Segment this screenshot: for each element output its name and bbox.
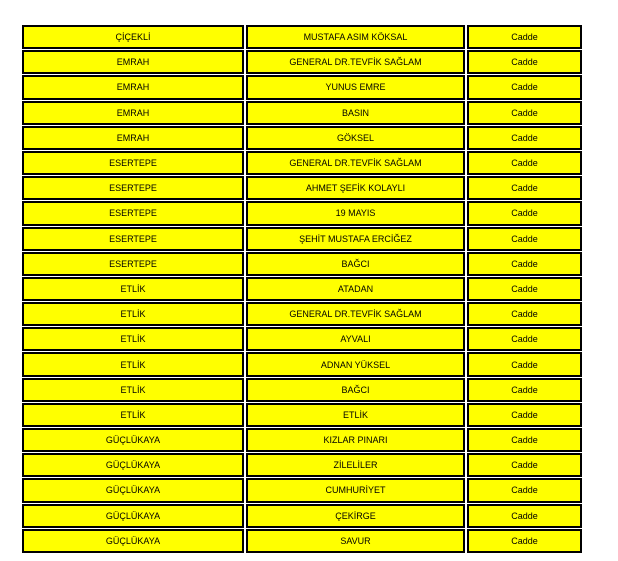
district-cell[interactable]: EMRAH (22, 101, 244, 125)
district-cell[interactable]: ÇİÇEKLİ (22, 25, 244, 49)
table-row (22, 176, 585, 201)
table-row (22, 252, 585, 277)
street-name-cell[interactable]: ETLİK (246, 403, 465, 427)
street-name-cell[interactable]: AYVALI (246, 327, 465, 351)
table-row (22, 227, 585, 252)
street-type-cell[interactable]: Cadde (467, 252, 582, 276)
district-cell[interactable]: ESERTEPE (22, 151, 244, 175)
table-row (22, 504, 585, 529)
street-name-cell[interactable]: SAVUR (246, 529, 465, 553)
district-cell[interactable]: EMRAH (22, 50, 244, 74)
table-row (22, 25, 585, 50)
street-type-cell[interactable]: Cadde (467, 302, 582, 326)
street-name-cell[interactable]: AHMET ŞEFİK KOLAYLI (246, 176, 465, 200)
street-type-cell[interactable]: Cadde (467, 25, 582, 49)
street-name-cell[interactable]: MUSTAFA ASIM KÖKSAL (246, 25, 465, 49)
street-type-cell[interactable]: Cadde (467, 453, 582, 477)
street-type-cell[interactable]: Cadde (467, 101, 582, 125)
street-name-cell[interactable]: GÖKSEL (246, 126, 465, 150)
district-cell[interactable]: ETLİK (22, 403, 244, 427)
table-row (22, 478, 585, 503)
table-row (22, 151, 585, 176)
street-name-cell[interactable]: BAĞCI (246, 378, 465, 402)
table-row (22, 403, 585, 428)
street-type-cell[interactable]: Cadde (467, 201, 582, 225)
street-type-cell[interactable]: Cadde (467, 227, 582, 251)
table-row (22, 277, 585, 302)
table-row (22, 352, 585, 377)
table-row (22, 101, 585, 126)
table-row (22, 378, 585, 403)
district-cell[interactable]: GÜÇLÜKAYA (22, 428, 244, 452)
street-name-cell[interactable]: ZİLELİLER (246, 453, 465, 477)
district-cell[interactable]: ESERTEPE (22, 176, 244, 200)
street-type-cell[interactable]: Cadde (467, 529, 582, 553)
street-name-cell[interactable]: BAĞCI (246, 252, 465, 276)
district-cell[interactable]: ETLİK (22, 327, 244, 351)
district-cell[interactable]: ESERTEPE (22, 227, 244, 251)
street-type-cell[interactable]: Cadde (467, 75, 582, 99)
street-type-cell[interactable]: Cadde (467, 151, 582, 175)
street-type-cell[interactable]: Cadde (467, 352, 582, 376)
district-cell[interactable]: ETLİK (22, 378, 244, 402)
street-name-cell[interactable]: GENERAL DR.TEVFİK SAĞLAM (246, 302, 465, 326)
district-cell[interactable]: ESERTEPE (22, 201, 244, 225)
table-row (22, 201, 585, 226)
street-type-cell[interactable]: Cadde (467, 327, 582, 351)
street-name-cell[interactable]: KIZLAR PINARI (246, 428, 465, 452)
street-type-cell[interactable]: Cadde (467, 428, 582, 452)
street-name-cell[interactable]: CUMHURİYET (246, 478, 465, 502)
street-type-cell[interactable]: Cadde (467, 126, 582, 150)
table-row (22, 302, 585, 327)
table-row (22, 529, 585, 554)
street-name-cell[interactable]: ÇEKİRGE (246, 504, 465, 528)
street-type-cell[interactable]: Cadde (467, 478, 582, 502)
table-row (22, 453, 585, 478)
district-cell[interactable]: GÜÇLÜKAYA (22, 504, 244, 528)
district-cell[interactable]: EMRAH (22, 75, 244, 99)
street-type-cell[interactable]: Cadde (467, 50, 582, 74)
district-cell[interactable]: GÜÇLÜKAYA (22, 529, 244, 553)
street-type-cell[interactable]: Cadde (467, 176, 582, 200)
table-row (22, 75, 585, 100)
street-name-cell[interactable]: ADNAN YÜKSEL (246, 352, 465, 376)
table-row (22, 126, 585, 151)
street-type-cell[interactable]: Cadde (467, 403, 582, 427)
district-cell[interactable]: ETLİK (22, 352, 244, 376)
district-cell[interactable]: ETLİK (22, 302, 244, 326)
street-name-cell[interactable]: ATADAN (246, 277, 465, 301)
district-cell[interactable]: EMRAH (22, 126, 244, 150)
street-name-cell[interactable]: BASIN (246, 101, 465, 125)
district-cell[interactable]: GÜÇLÜKAYA (22, 453, 244, 477)
district-cell[interactable]: ESERTEPE (22, 252, 244, 276)
street-type-cell[interactable]: Cadde (467, 378, 582, 402)
district-cell[interactable]: ETLİK (22, 277, 244, 301)
table-row (22, 50, 585, 75)
street-name-cell[interactable]: GENERAL DR.TEVFİK SAĞLAM (246, 50, 465, 74)
street-table (22, 25, 585, 554)
street-type-cell[interactable]: Cadde (467, 504, 582, 528)
street-name-cell[interactable]: GENERAL DR.TEVFİK SAĞLAM (246, 151, 465, 175)
street-name-cell[interactable]: ŞEHİT MUSTAFA ERCİĞEZ (246, 227, 465, 251)
street-name-cell[interactable]: 19 MAYIS (246, 201, 465, 225)
street-name-cell[interactable]: YUNUS EMRE (246, 75, 465, 99)
street-type-cell[interactable]: Cadde (467, 277, 582, 301)
table-row (22, 428, 585, 453)
district-cell[interactable]: GÜÇLÜKAYA (22, 478, 244, 502)
table-row (22, 327, 585, 352)
